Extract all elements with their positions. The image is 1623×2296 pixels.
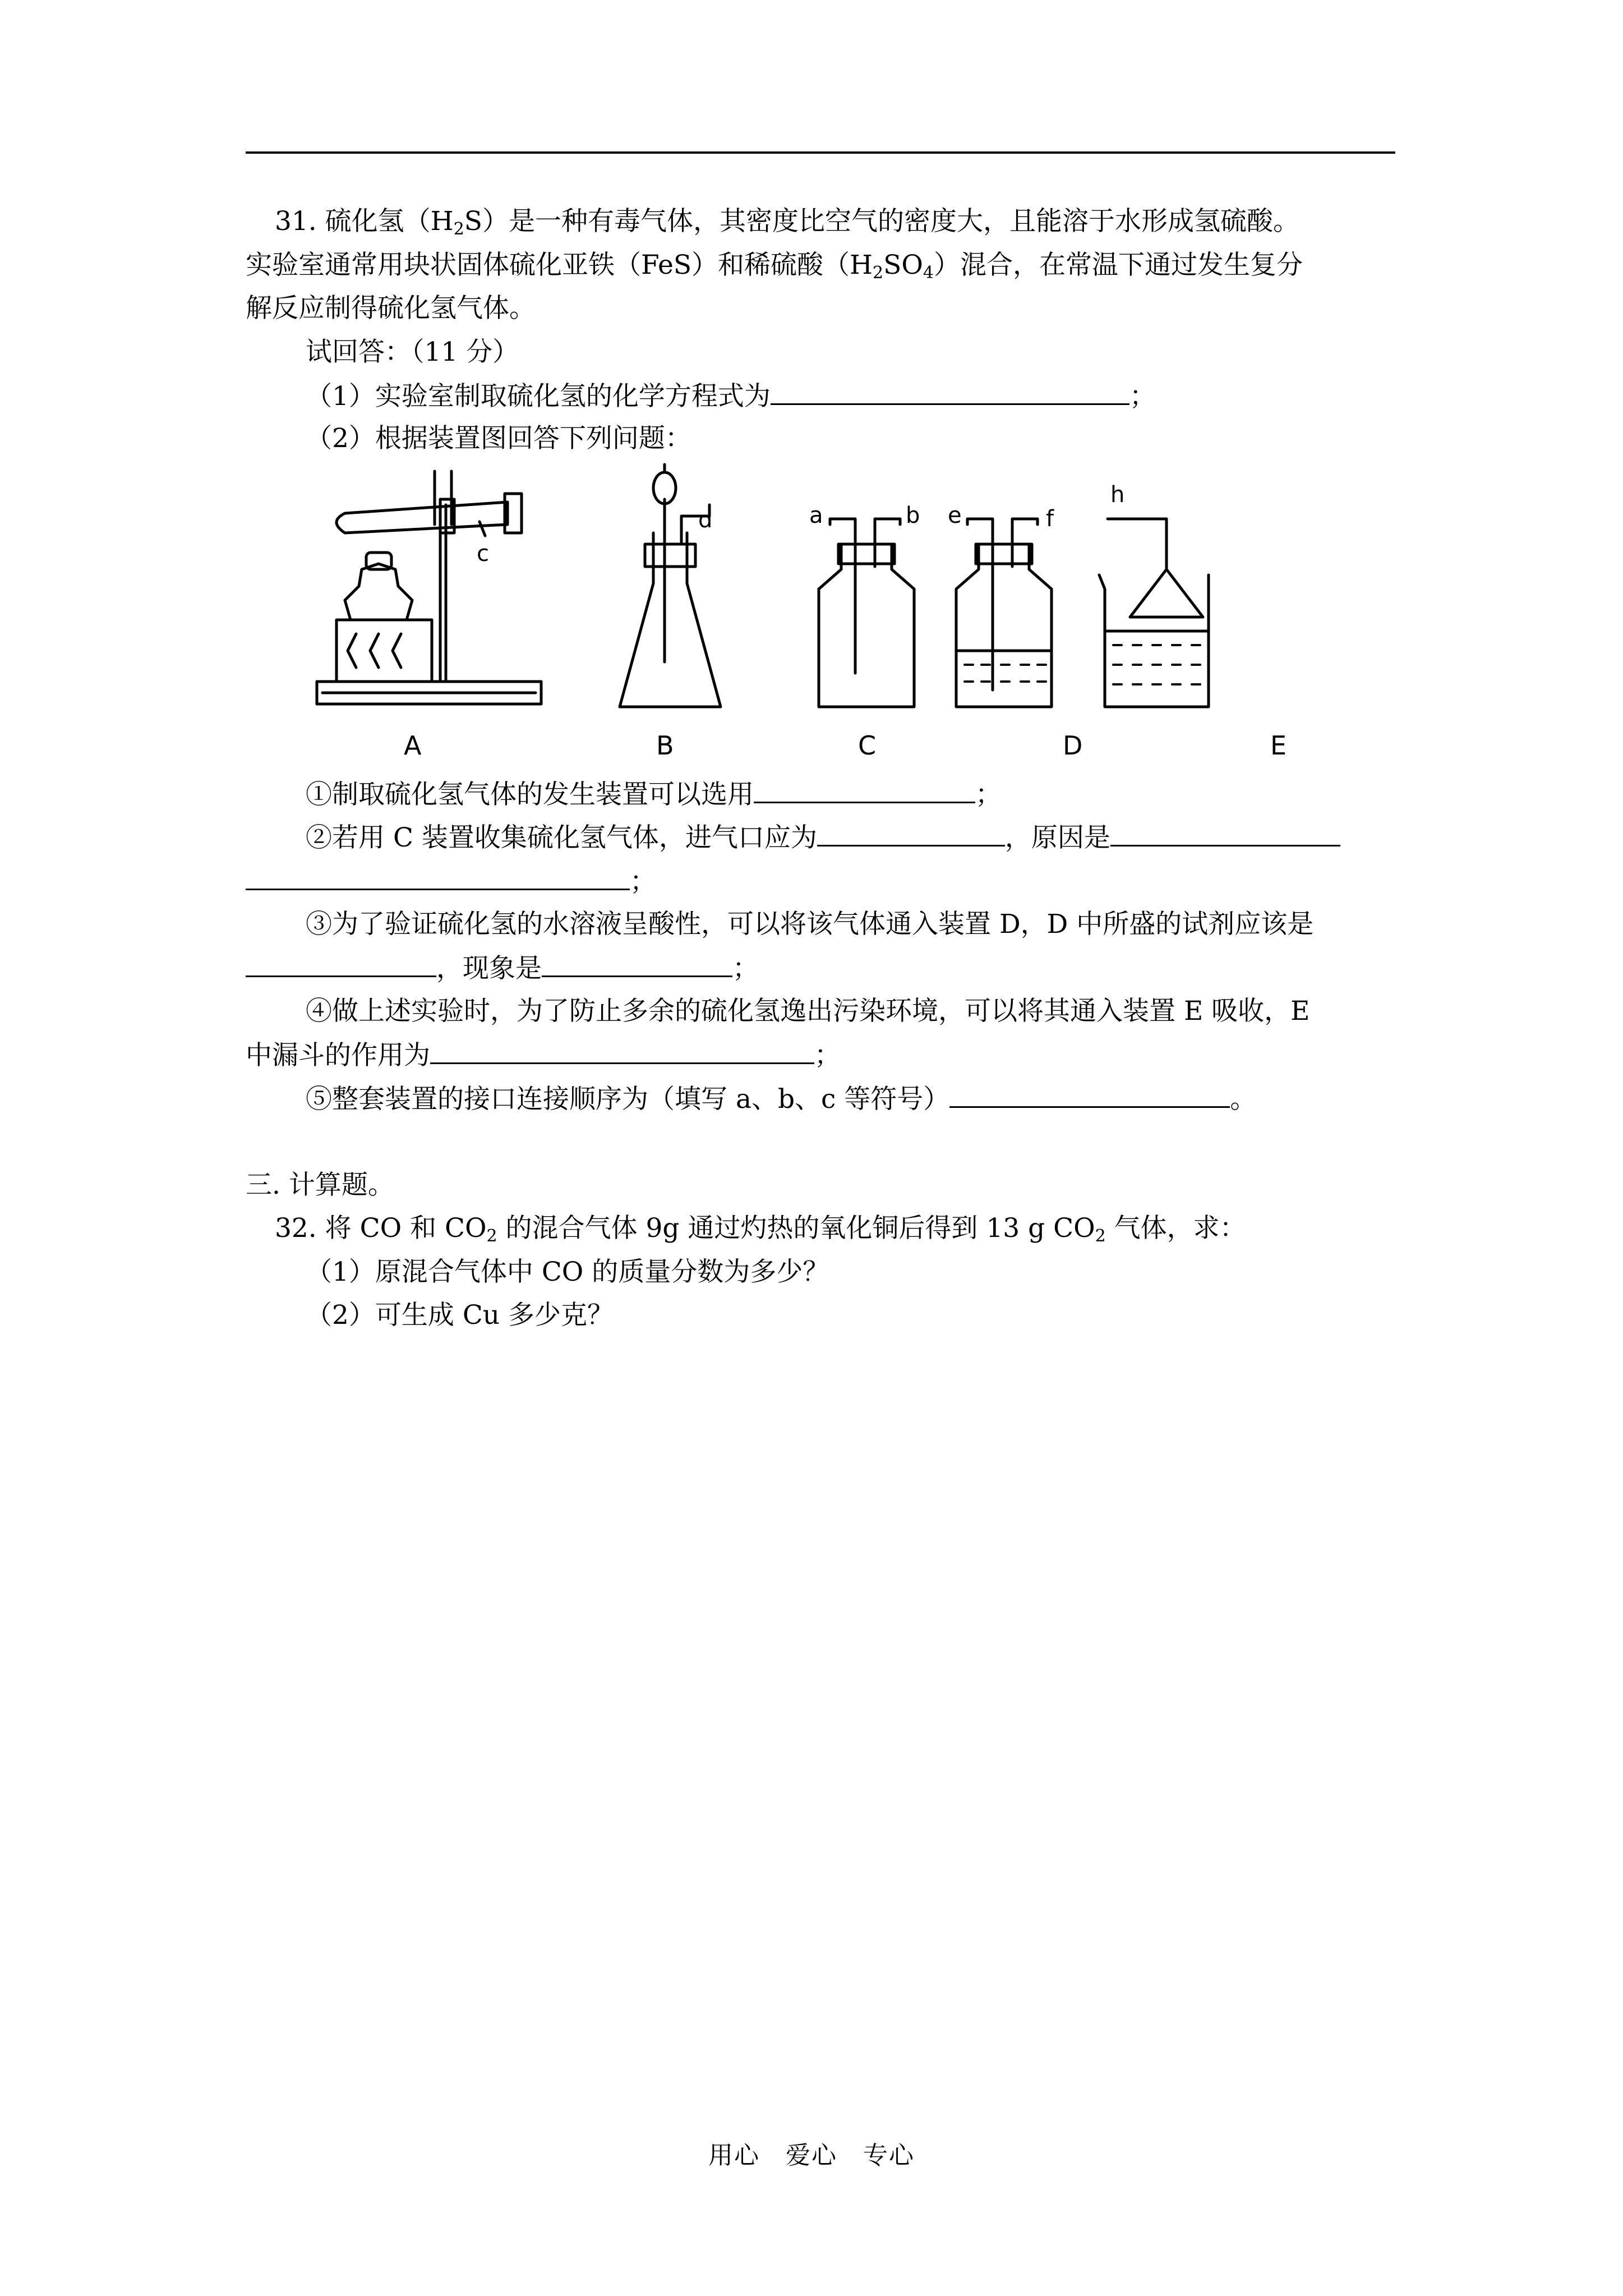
port-label-f: f — [1046, 506, 1054, 532]
port-label-e: e — [948, 503, 962, 528]
q31-part-2: （2）根据装置图回答下列问题： — [306, 423, 691, 454]
apparatus-label-d: D — [1063, 730, 1083, 761]
apparatus-label-e: E — [1270, 730, 1287, 761]
answer-blank-phenomenon[interactable] — [542, 951, 732, 977]
section-heading-calculation: 三. 计算题。 — [246, 1170, 394, 1200]
q31-sub-4: ④做上述实验时，为了防止多余的硫化氢逸出污染环境，可以将其通入装置 E 吸收，E — [306, 996, 1310, 1027]
q31-intro-line-2: 实验室通常用块状固体硫化亚铁（FeS）和稀硫酸$(H_2SO_4)$混合，在常温下通过发生复分 — [246, 250, 1303, 283]
q31-sub-4-cont: 中漏斗的作用为 ； — [246, 1038, 841, 1073]
apparatus-e — [1099, 519, 1209, 707]
answer-blank-equation[interactable] — [771, 379, 1129, 405]
port-label-b: b — [906, 503, 920, 528]
q31-sub-3-cont: ，现象是 ； — [246, 951, 759, 986]
apparatus-d — [956, 519, 1052, 707]
port-label-a: a — [809, 503, 823, 528]
q31-sub-5: ⑤整套装置的接口连接顺序为（填写 a、b、c 等符号） 。 — [306, 1082, 1256, 1116]
q32-part-1: （1）原混合气体中 CO 的质量分数为多少？ — [306, 1257, 829, 1287]
q31-sub-2-cont: ； — [246, 864, 656, 899]
port-label-h: h — [1110, 482, 1125, 508]
q31-sub-1: ①制取硫化氢气体的发生装置可以选用 ； — [306, 777, 1002, 812]
q31-sub-3: ③为了验证硫化氢的水溶液呈酸性，可以将该气体通入装置 D，D 中所盛的试剂应该是 — [306, 909, 1314, 940]
port-label-c: c — [477, 541, 489, 567]
answer-blank-reason[interactable] — [1110, 820, 1340, 846]
apparatus-label-a: A — [404, 730, 422, 761]
answer-blank-generator[interactable] — [754, 777, 975, 803]
answer-blank-funnel[interactable] — [430, 1038, 814, 1064]
q31-prompt: 试回答：（11 分） — [306, 337, 519, 367]
header-rule — [246, 151, 1395, 154]
q31-intro-line-1: 31. 硫化氢$(H_2S)$是一种有毒气体，其密度比空气的密度大，且能溶于水形成氢硫酸。 — [275, 206, 1299, 239]
apparatus-figure — [306, 460, 1371, 774]
apparatus-label-b: B — [656, 730, 674, 761]
apparatus-b — [620, 464, 721, 707]
apparatus-label-c: C — [858, 730, 877, 761]
port-label-d: d — [698, 507, 713, 533]
q32-part-2: （2）可生成 Cu 多少克？ — [306, 1300, 614, 1331]
answer-blank-inlet[interactable] — [817, 820, 1005, 846]
q31-intro-line-3: 解反应制得硫化氢气体。 — [246, 293, 536, 324]
apparatus-c — [819, 519, 914, 707]
q31-part-1: （1）实验室制取硫化氢的化学方程式为 ； — [306, 379, 1156, 413]
answer-blank-connection[interactable] — [949, 1082, 1230, 1108]
answer-blank-reagent[interactable] — [246, 951, 436, 977]
answer-blank-reason-cont[interactable] — [246, 864, 630, 890]
page-footer: 用心 爱心 专心 — [708, 2141, 915, 2170]
q31-sub-2: ②若用 C 装置收集硫化氢气体，进气口应为 ，原因是 — [306, 820, 1340, 855]
apparatus-a — [317, 471, 541, 704]
q32-stem: 32. 将 CO 和 $CO_2$ 的混合气体 9g 通过灼热的氧化铜后得到 13 g $CO_2$ 气体，求： — [275, 1213, 1246, 1246]
